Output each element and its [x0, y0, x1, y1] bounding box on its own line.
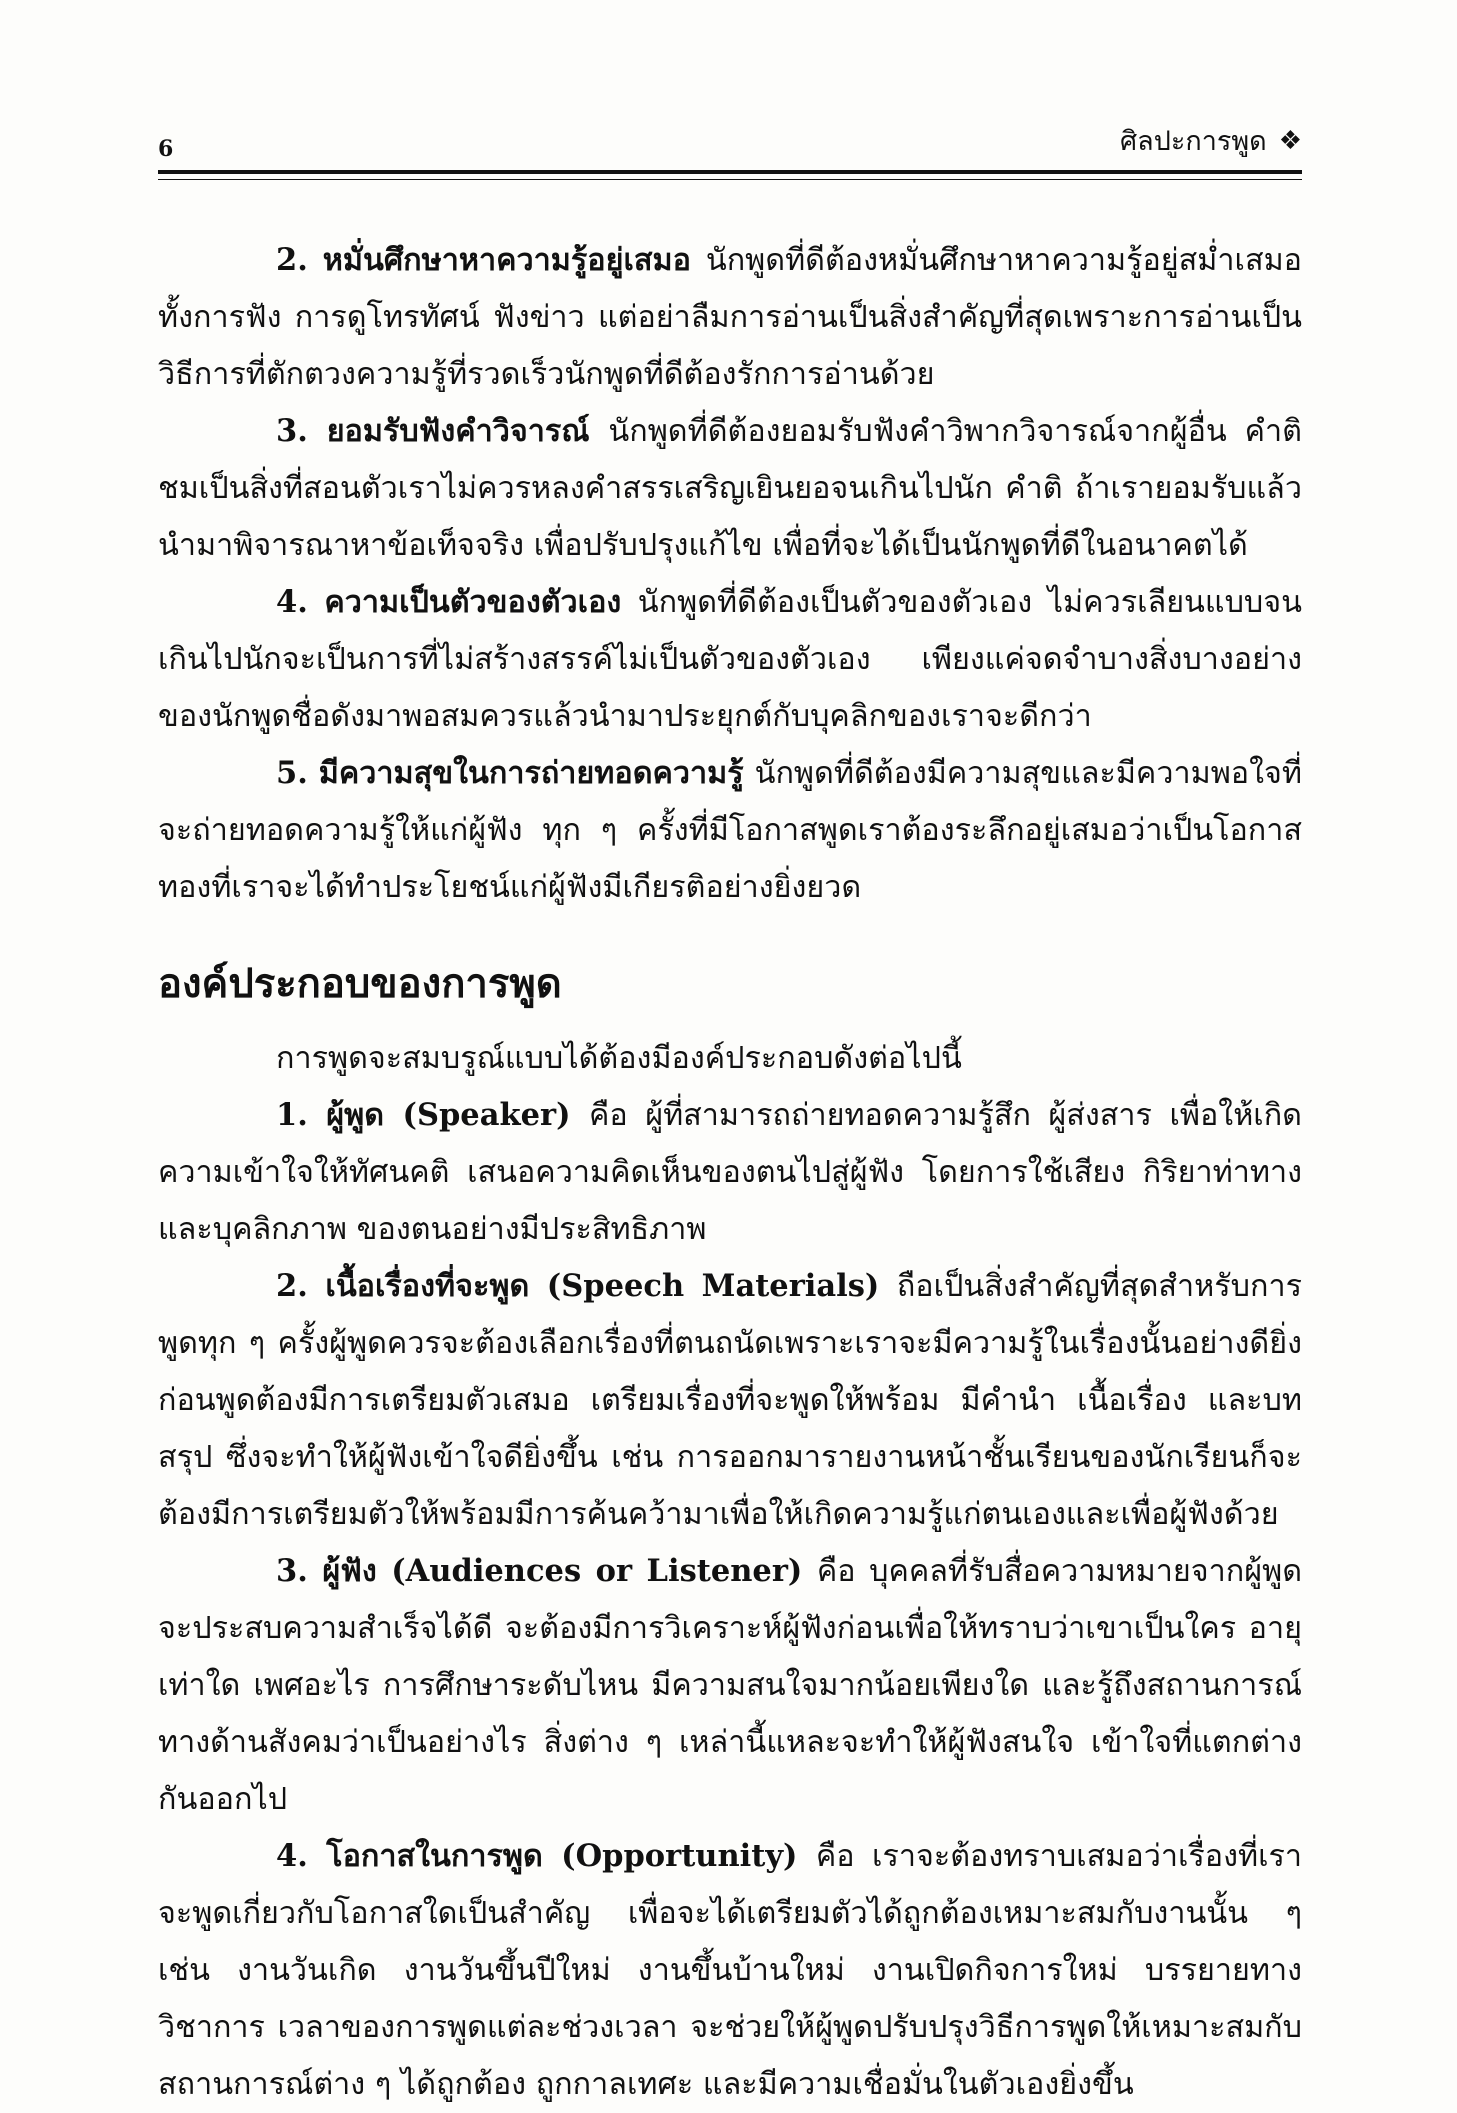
item-heading: ผู้พูด (Speaker): [326, 1097, 589, 1133]
item-number: 1.: [276, 1097, 327, 1133]
paragraph-quality-2: [158, 232, 1302, 403]
item-heading: ความเป็นตัวของตัวเอง: [324, 584, 638, 620]
item-heading: เนื้อเรื่องที่จะพูด (Speech Materials): [325, 1268, 897, 1304]
item-text: นักพูดที่ดีต้องหมั่นศึกษาหาความรู้อยู่สม่ำเสมอ ทั้งการฟัง การดูโทรทัศน์ ฟังข่าว แต่อย่าลืมการอ่านเป็นสิ่งสำคัญที่สุดเพราะการอ่านเป็นวิธีการที่ตักตวงความรู้ที่รวดเร็วนักพูดที่ดีต้องรักการอ่านด้วย: [158, 243, 1302, 392]
item-heading: หมั่นศึกษาหาความรู้อยู่เสมอ: [322, 242, 706, 278]
item-text: คือ เราจะต้องทราบเสมอว่าเรื่องที่เราจะพูดเกี่ยวกับโอกาสใดเป็นสำคัญ เพื่อจะได้เตรียมตัวได้ถูกต้องเหมาะสมกับงานนั้น ๆ เช่น งานวันเกิด งานวันขึ้นปีใหม่ งานขึ้นบ้านใหม่ งานเปิดกิจการใหม่ บรรยายทางวิชาการ เวลาของการพูดแต่ละช่วงเวลา จะช่วยให้ผู้พูดปรับปรุงวิธีการพูดให้เหมาะสมกับสถานการณ์ต่าง ๆ ได้ถูกต้อง ถูกกาลเทศะ และมีความเชื่อมั่นในตัวเองยิ่งขึ้น: [158, 1839, 1303, 2102]
section-intro: การพูดจะสมบรูณ์แบบได้ต้องมีองค์ประกอบดังต่อไปนี้: [276, 1041, 962, 1076]
page-number: 6: [158, 136, 174, 162]
page-header: [158, 120, 1302, 174]
item-number: 3.: [276, 413, 327, 449]
body-text: [158, 232, 1302, 2113]
item-heading: ยอมรับฟังคำวิจารณ์: [326, 413, 609, 449]
paragraph-quality-4: [158, 574, 1302, 745]
item-text: ถือเป็นสิ่งสำคัญที่สุดสำหรับการพูดทุก ๆ ครั้งผู้พูดควรจะต้องเลือกเรื่องที่ตนถนัดเพราะเราจะมีความรู้ในเรื่องนั้นอย่างดียิ่ง ก่อนพูดต้องมีการเตรียมตัวเสมอ เตรียมเรื่องที่จะพูดให้พร้อม มีคำนำ เนื้อเรื่อง และบทสรุป ซึ่งจะทำให้ผู้ฟังเข้าใจดียิ่งขึ้น เช่น การออกมารายงานหน้าชั้นเรียนของนักเรียนก็จะต้องมีการเตรียมตัวให้พร้อมมีการค้นคว้ามาเพื่อให้เกิดความรู้แก่ตนเองและเพื่อผู้ฟังด้วย: [158, 1269, 1302, 1532]
paragraph-component-2: [158, 1258, 1302, 1543]
item-number: 5.: [276, 755, 319, 791]
item-heading: มีความสุขในการถ่ายทอดความรู้: [318, 755, 755, 791]
item-number: 4.: [276, 1838, 327, 1874]
item-text: นักพูดที่ดีต้องยอมรับฟังคำวิพากวิจารณ์จากผู้อื่น คำติชมเป็นสิ่งที่สอนตัวเราไม่ควรหลงคำสรรเสริญเยินยอจนเกินไปนัก คำติ ถ้าเรายอมรับแล้วนำมาพิจารณาหาข้อเท็จจริง เพื่อปรับปรุงแก้ไข เพื่อที่จะได้เป็นนักพูดที่ดีในอนาคตได้: [158, 414, 1302, 563]
section-heading: องค์ประกอบของการพูด: [158, 961, 562, 1007]
paragraph-component-1: [158, 1087, 1302, 1258]
running-title: [1120, 119, 1302, 162]
paragraph-component-3: [158, 1543, 1302, 1828]
running-title-text: ศิลปะการพูด: [1120, 126, 1267, 157]
paragraph-component-4: [158, 1828, 1302, 2113]
item-heading: ผู้ฟัง (Audiences or Listener): [322, 1553, 817, 1589]
item-number: 2.: [276, 242, 323, 278]
item-number: 4.: [276, 584, 325, 620]
paragraph-quality-3: [158, 403, 1302, 574]
item-heading: โอกาสในการพูด (Opportunity): [326, 1838, 816, 1874]
item-text: คือ ผู้ที่สามารถถ่ายทอดความรู้สึก ผู้ส่งสาร เพื่อให้เกิดความเข้าใจให้ทัศนคติ เสนอความคิดเห็นของตนไปสู่ผู้ฟัง โดยการใช้เสียง กิริยาท่าทาง และบุคลิกภาพ ของตนอย่างมีประสิทธิภาพ: [158, 1098, 1302, 1247]
item-text: นักพูดที่ดีต้องเป็นตัวของตัวเอง ไม่ควรเลียนแบบจนเกินไปนักจะเป็นการที่ไม่สร้างสรรค์ไม่เป็นตัวของตัวเอง เพียงแค่จดจำบางสิ่งบางอย่างของนักพูดชื่อดังมาพอสมควรแล้วนำมาประยุกต์กับบุคลิกของเราจะดีกว่า: [158, 585, 1303, 734]
diamond-ornament-icon: ❖: [1278, 125, 1302, 156]
item-number: 2.: [276, 1268, 326, 1304]
item-text: คือ บุคคลที่รับสื่อความหมายจากผู้พูดจะประสบความสำเร็จได้ดี จะต้องมีการวิเคราะห์ผู้ฟังก่อนเพื่อให้ทราบว่าเขาเป็นใคร อายุเท่าใด เพศอะไร การศึกษาระดับไหน มีความสนใจมากน้อยเพียงใด และรู้ถึงสถานการณ์ทางด้านสังคมว่าเป็นอย่างไร สิ่งต่าง ๆ เหล่านี้แหละจะทำให้ผู้ฟังสนใจ เข้าใจที่แตกต่างกันออกไป: [158, 1554, 1302, 1817]
paragraph-quality-5: [158, 745, 1302, 916]
item-number: 3.: [276, 1553, 323, 1589]
item-text: นักพูดที่ดีต้องมีความสุขและมีความพอใจที่จะถ่ายทอดความรู้ให้แก่ผู้ฟัง ทุก ๆ ครั้งที่มีโอกาสพูดเราต้องระลึกอยู่เสมอว่าเป็นโอกาสทองที่เราจะได้ทำประโยชน์แก่ผู้ฟังมีเกียรติอย่างยิ่งยวด: [158, 756, 1302, 905]
